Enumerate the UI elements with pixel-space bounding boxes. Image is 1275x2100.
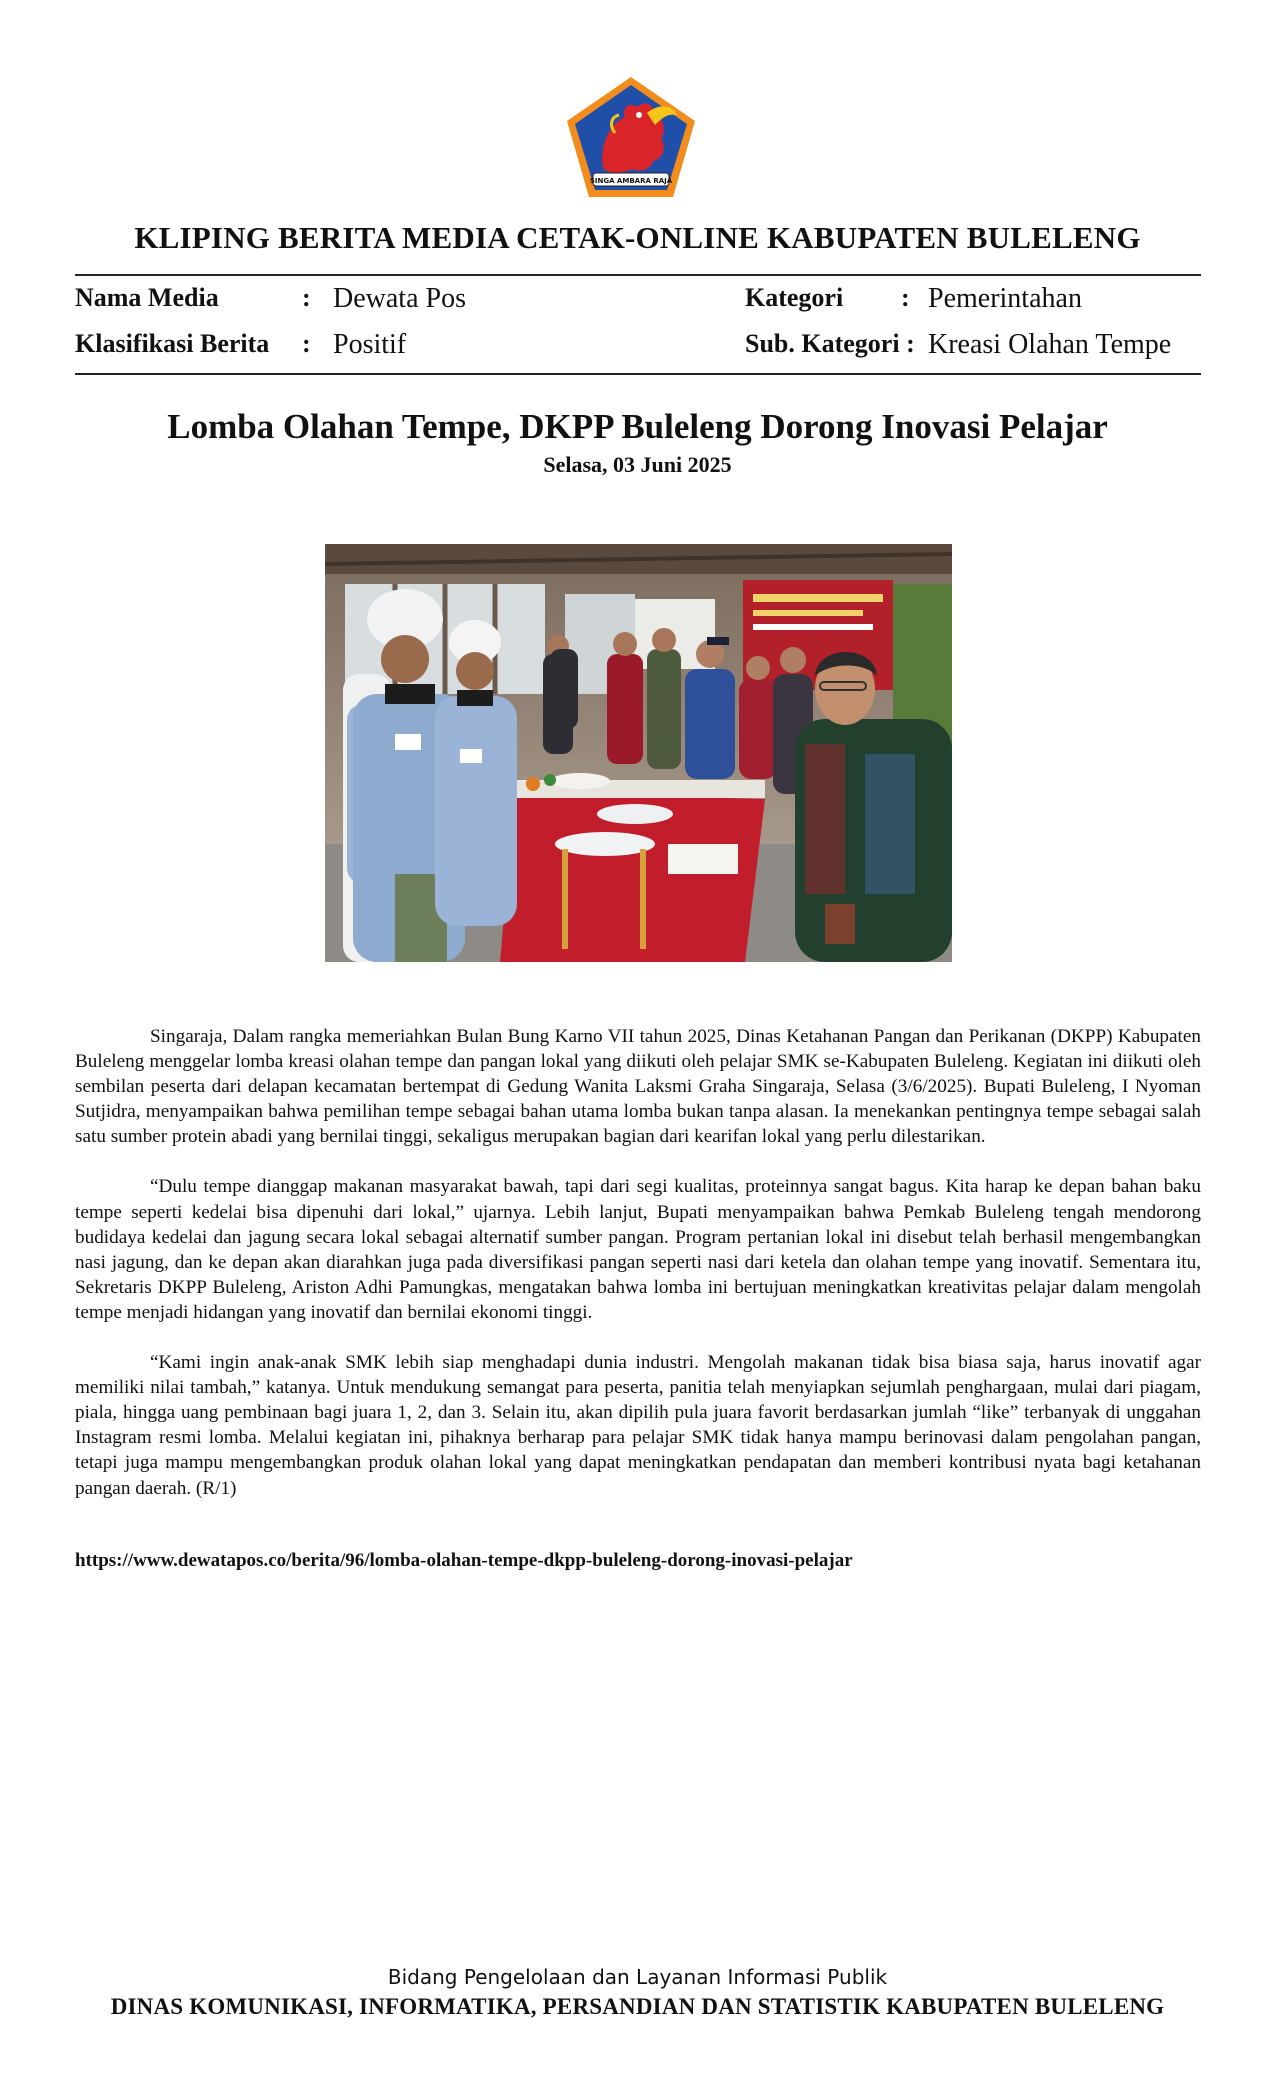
classification-colon: : <box>302 329 311 358</box>
footer-department: DINAS KOMUNIKASI, INFORMATIKA, PERSANDIAN DAN STATISTIK KABUPATEN BULELENG <box>110 1994 1165 2019</box>
category-value: Pemerintahan <box>928 283 1082 314</box>
media-colon: : <box>302 283 311 312</box>
category-colon: : <box>901 283 910 312</box>
subcategory-label: Sub. Kategori : <box>745 329 915 358</box>
header-divider-top <box>75 274 1201 276</box>
article-photo <box>325 544 952 962</box>
article-body <box>75 1024 1201 1526</box>
header-divider-bottom <box>75 373 1201 375</box>
source-link[interactable]: https://www.dewatapos.co/berita/96/lomba-olahan-tempe-dkpp-buleleng-dorong-inovasi-pelajar <box>75 1550 853 1571</box>
classification-label: Klasifikasi Berita <box>75 329 270 358</box>
article-paragraph: Singaraja, Dalam rangka memeriahkan Bulan Bung Karno VII tahun 2025, Dinas Ketahanan Pangan dan Perikanan (DKPP) Kabupaten Buleleng menggelar lomba kreasi olahan tempe dan pangan lokal yang diikuti oleh pelajar SMK se-Kabupaten Buleleng. Kegiatan ini diikuti oleh sembilan peserta dari delapan kecamatan bertempat di Gedung Wanita Laksmi Graha Singaraja, Selasa (3/6/2025). Bupati Buleleng, I Nyoman Sutjidra, menyampaikan bahwa pemilihan tempe sebagai bahan utama lomba bukan tanpa alasan. Ia menekankan pentingnya tempe sebagai salah satu sumber protein abadi yang bernilai tinggi, sekaligus merupakan bagian dari kearifan lokal yang perlu dilestarikan. <box>75 1026 1201 1148</box>
media-label: Nama Media <box>75 283 219 312</box>
buleleng-crest-icon <box>563 73 699 201</box>
article-paragraph: “Kami ingin anak-anak SMK lebih siap menghadapi dunia industri. Mengolah makanan tidak bisa biasa saja, harus inovatif agar memiliki nilai tambah,” katanya. Untuk mendukung semangat para peserta, panitia telah menyiapkan sejumlah penghargaan, mulai dari piagam, piala, hingga uang pembinaan bagi juara 1, 2, dan 3. Selain itu, akan dipilih pula juara favorit berdasarkan jumlah “like” terbanyak di unggahan Instagram resmi lomba. Melalui kegiatan ini, pihaknya berharap para pelajar SMK tidak hanya mampu berinovasi dalam pengolahan pangan, tetapi juga mampu mengembangkan produk olahan lokal yang dapat meningkatkan pendapatan dan memberi kontribusi nyata bagi ketahanan pangan daerah. (R/1) <box>75 1352 1201 1499</box>
article-paragraph: “Dulu tempe dianggap makanan masyarakat bawah, tapi dari segi kualitas, proteinnya sangat bagus. Kita harap ke depan bahan baku tempe seperti kedelai bisa dipenuhi dari lokal,” ujarnya. Lebih lanjut, Bupati menyampaikan bahwa Pemkab Buleleng tengah mendorong budidaya kedelai dan jagung secara lokal sebagai alternatif sumber pangan. Program pertanian lokal ini disebut telah berhasil mengembangkan nasi jagung, dan ke depan akan diarahkan juga pada diversifikasi pangan seperti nasi dari ketela dan olahan tempe yang inovatif. Sementara itu, Sekretaris DKPP Buleleng, Ariston Adhi Pamungkas, mengatakan bahwa lomba ini bertujuan meningkatkan kreativitas pelajar dalam mengolah tempe menjadi hidangan yang inovatif dan bernilai ekonomi tinggi. <box>75 1176 1201 1323</box>
classification-value: Positif <box>333 329 407 360</box>
footer-subtitle: Bidang Pengelolaan dan Layanan Informasi Publik <box>387 1965 888 1989</box>
category-label: Kategori <box>745 283 844 312</box>
page-header-title: KLIPING BERITA MEDIA CETAK-ONLINE KABUPATEN BULELENG <box>134 220 1141 255</box>
article-date: Selasa, 03 Juni 2025 <box>543 452 732 477</box>
media-value: Dewata Pos <box>333 283 466 314</box>
article-title: Lomba Olahan Tempe, DKPP Buleleng Dorong Inovasi Pelajar <box>167 407 1108 446</box>
subcategory-value: Kreasi Olahan Tempe <box>928 329 1172 360</box>
crest-motto: SINGA AMBARA RAJA <box>589 177 673 185</box>
